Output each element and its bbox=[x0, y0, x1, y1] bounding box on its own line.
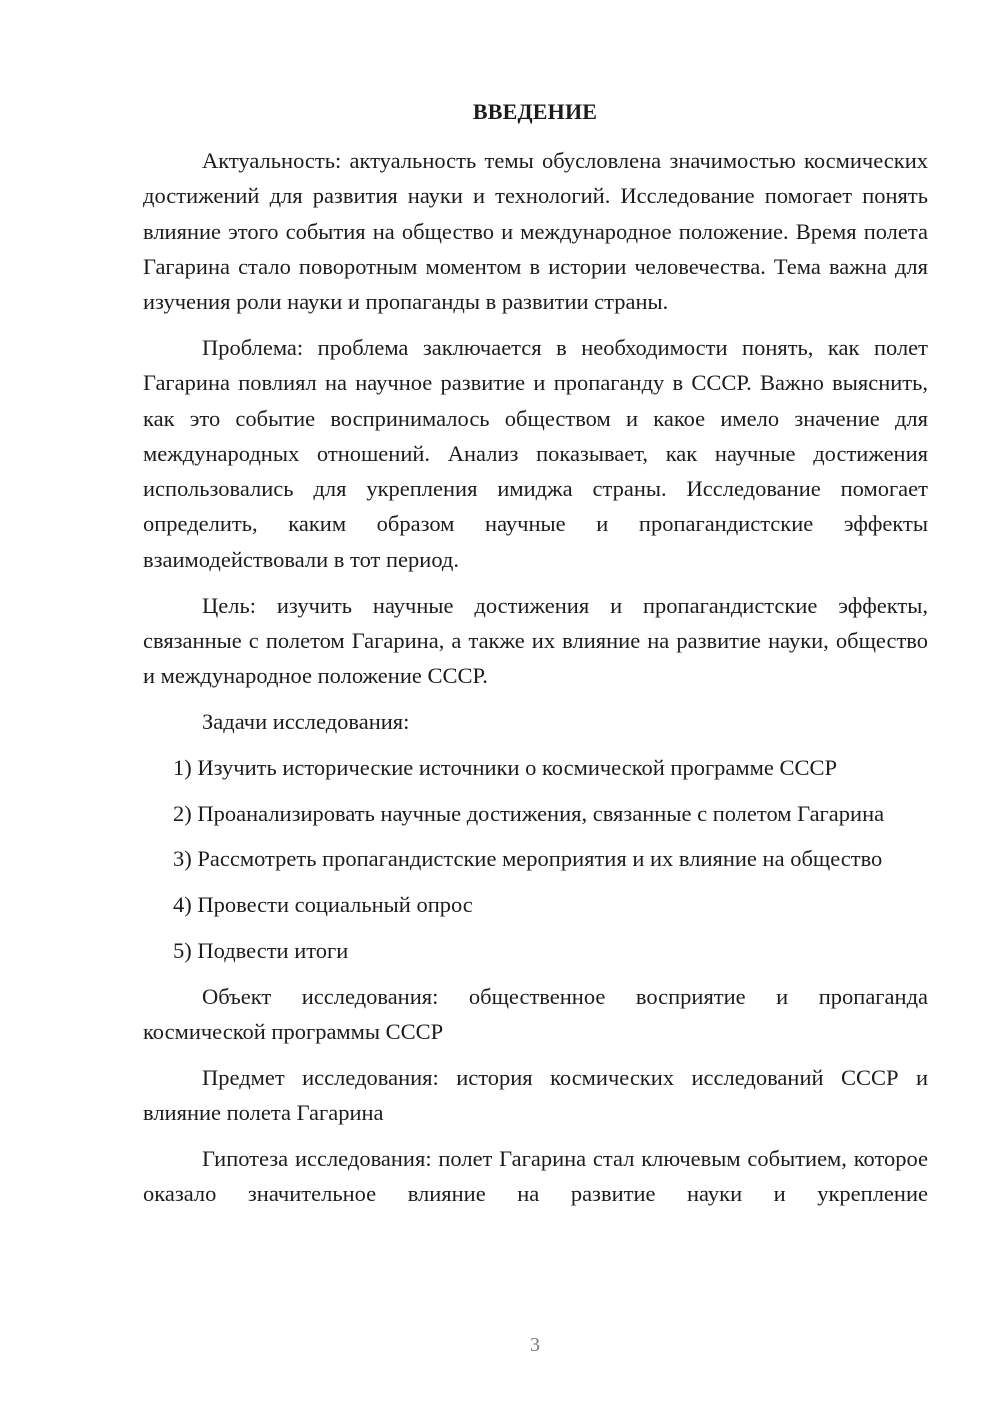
problem-paragraph: Проблема: проблема заключается в необходимости понять, как полет Гагарина повлиял на научное развитие и пропаганду в СССР. Важно выяснить, как это событие воспринималось обществом и какое имело значение для международных отношений. Анализ показывает, как научные достижения использовались для укрепления имиджа страны. Исследование помогает определить, каким образом научные и пропагандистские эффекты взаимодействовали в тот период. bbox=[143, 334, 928, 572]
hypothesis-paragraph: Гипотеза исследования: полет Гагарина стал ключевым событием, которое оказало значительное влияние на развитие науки и укрепление bbox=[143, 1145, 928, 1207]
section-heading: ВВЕДЕНИЕ bbox=[472, 99, 598, 124]
task-item: 3) Рассмотреть пропагандистские мероприятия и их влияние на общество bbox=[173, 846, 883, 872]
document-body bbox=[143, 143, 928, 1212]
page-number: 3 bbox=[530, 1334, 540, 1356]
object-paragraph: Объект исследования: общественное восприятие и пропаганда космической программы СССР bbox=[143, 983, 928, 1045]
subject-paragraph: Предмет исследования: история космических исследований СССР и влияние полета Гагарина bbox=[143, 1064, 928, 1126]
tasks-title: Задачи исследования: bbox=[202, 708, 410, 734]
task-item: 2) Проанализировать научные достижения, связанные с полетом Гагарина bbox=[173, 800, 885, 826]
relevance-paragraph: Актуальность: актуальность темы обусловлена значимостью космических достижений для развития науки и технологий. Исследование помогает понять влияние этого события на общество и международное положение. Время полета Гагарина стало поворотным моментом в истории человечества. Тема важна для изучения роли науки и пропаганды в развитии страны. bbox=[143, 148, 928, 315]
task-item: 5) Подвести итоги bbox=[173, 937, 349, 963]
task-item: 4) Провести социальный опрос bbox=[173, 892, 473, 918]
task-item: 1) Изучить исторические источники о космической программе СССР bbox=[173, 754, 838, 780]
goal-paragraph: Цель: изучить научные достижения и пропагандистские эффекты, связанные с полетом Гагарина, а также их влияние на развитие науки, общество и международное положение СССР. bbox=[143, 592, 928, 689]
